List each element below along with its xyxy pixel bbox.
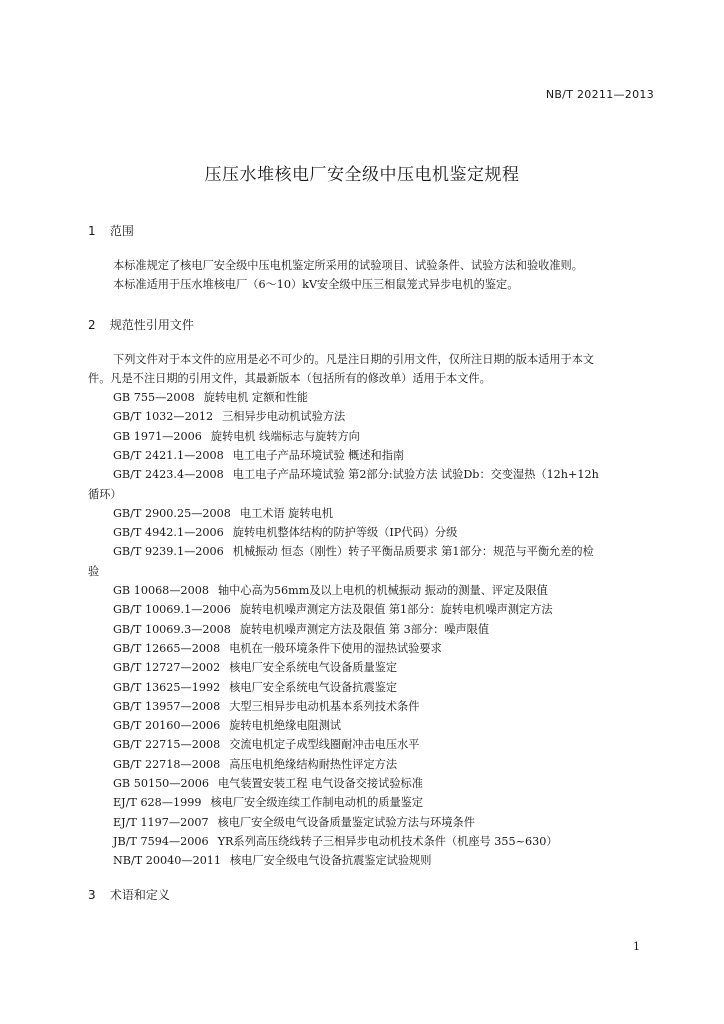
reference-title: 电气装置安装工程 电气设备交接试验标准: [217, 777, 423, 790]
reference-title: 大型三相异步电动机基本系列技术条件: [229, 699, 420, 713]
reference-code: GB/T 20160—2006: [113, 719, 221, 733]
reference-item: [113, 660, 397, 675]
reference-code: GB/T 4942.1—2006: [113, 526, 224, 540]
section-2-heading: [88, 316, 194, 333]
reference-code: EJ/T 1197—2007: [113, 815, 209, 829]
reference-item: [113, 776, 423, 791]
reference-item: [113, 641, 442, 656]
reference-title: 电工电子产品环境试验 概述和指南: [232, 448, 405, 462]
reference-item: [113, 429, 360, 444]
section-number: 3: [88, 888, 96, 902]
section-number: 2: [88, 318, 96, 332]
reference-code: GB/T 9239.1—2006: [113, 545, 224, 559]
reference-title: 机械振动 恒态（刚性）转子平衡品质要求 第1部分：规范与平衡允差的检: [232, 545, 594, 559]
reference-item: [113, 525, 457, 540]
document-title: 压压水堆核电厂安全级中压电机鉴定规程: [204, 165, 520, 185]
reference-title: 旋转电机噪声测定方法及限值 第 3部分：噪声限值: [239, 622, 490, 636]
scope-paragraph-2: 本标准适用于压水堆核电厂（6～10）kV安全级中压三相鼠笼式异步电机的鉴定。: [113, 278, 519, 291]
references-intro-line-2: 件。凡是不注日期的引用文件，其最新版本（包括所有的修改单）适用于本文件。: [88, 372, 491, 385]
reference-item: [113, 467, 599, 482]
standard-code-header: NB/T 20211—2013: [545, 88, 654, 101]
section-title: 范围: [109, 224, 134, 238]
reference-title: 核电厂安全级连续工作制电动机的质量鉴定: [210, 796, 424, 810]
reference-item: [113, 815, 475, 830]
reference-title: 交流电机定子成型线圈耐冲击电压水平: [229, 738, 420, 752]
reference-title: 核电厂安全系统电气设备质量鉴定: [229, 661, 398, 675]
section-3-heading: [88, 886, 170, 903]
reference-item: [113, 834, 558, 849]
reference-code: GB/T 12665—2008: [113, 641, 221, 655]
reference-code: GB 50150—2006: [113, 777, 209, 790]
reference-item: [113, 680, 397, 695]
reference-code: GB/T 10069.3—2008: [113, 622, 231, 636]
reference-code: GB/T 2421.1—2008: [113, 448, 224, 462]
reference-title: 高压电机绝缘结构耐热性评定方法: [229, 757, 398, 771]
page-number: 1: [633, 940, 640, 953]
reference-title: 旋转电机噪声测定方法及限值 第1部分：旋转电机噪声测定方法: [239, 603, 553, 617]
reference-code: GB/T 2423.4—2008: [113, 468, 224, 482]
reference-code: GB/T 22715—2008: [113, 738, 221, 752]
reference-title: 核电厂安全系统电气设备抗震鉴定: [229, 680, 398, 694]
references-intro-line-1: 下列文件对于本文件的应用是必不可少的。凡是注日期的引用文件，仅所注日期的版本适用于本文: [113, 353, 595, 366]
reference-item: [113, 795, 423, 810]
reference-continuation: 循环）: [88, 487, 122, 501]
reference-continuation: 验: [88, 564, 100, 578]
reference-item: [113, 718, 341, 733]
reference-code: JB/T 7594—2006: [113, 834, 209, 848]
reference-code: GB 755—2008: [113, 391, 195, 404]
reference-code: GB/T 13957—2008: [113, 699, 221, 713]
section-1-heading: [88, 222, 134, 239]
reference-title: 核电厂安全级电气设备质量鉴定试验方法与环境条件: [217, 815, 475, 829]
reference-code: EJ/T 628—1999: [113, 796, 202, 810]
reference-code: GB 10068—2008: [113, 584, 209, 597]
reference-title: 三相异步电动机试验方法: [222, 410, 346, 424]
reference-code: GB 1971—2006: [113, 429, 202, 443]
reference-title: 电工电子产品环境试验 第2部分:试验方法 试验Db：交变湿热（12h+12h: [232, 468, 599, 482]
reference-item: [113, 757, 397, 772]
reference-item: [113, 737, 419, 752]
reference-title: 旋转电机 线端标志与旋转方向: [210, 429, 360, 443]
reference-code: GB/T 13625—1992: [113, 680, 221, 694]
reference-code: GB/T 12727—2002: [113, 661, 221, 675]
reference-title: 电工术语 旋转电机: [239, 506, 333, 520]
reference-item: [113, 544, 594, 559]
reference-code: GB/T 10069.1—2006: [113, 603, 231, 617]
reference-title: 旋转电机 定额和性能: [203, 391, 308, 404]
reference-title: 旋转电机整体结构的防护等级（IP代码）分级: [232, 526, 458, 540]
reference-item: [113, 390, 308, 405]
reference-title: 旋转电机绝缘电阻测试: [229, 719, 342, 733]
reference-item: [113, 448, 404, 463]
reference-code: GB/T 2900.25—2008: [113, 506, 231, 520]
reference-item: [113, 506, 333, 521]
reference-code: GB/T 1032—2012: [113, 410, 214, 424]
reference-title: 轴中心高为56mm及以上电机的机械振动 振动的测量、评定及限值: [217, 584, 548, 597]
reference-item: [113, 622, 489, 637]
reference-item: [113, 853, 431, 868]
section-number: 1: [88, 224, 96, 238]
section-title: 规范性引用文件: [109, 318, 194, 332]
reference-item: [113, 699, 419, 714]
reference-code: GB/T 22718—2008: [113, 757, 221, 771]
reference-title: YR系列高压绕线转子三相异步电动机技术条件（机座号 355~630）: [217, 834, 558, 848]
reference-title: 电机在一般环境条件下使用的湿热试验要求: [229, 641, 442, 655]
reference-code: NB/T 20040—2011: [113, 854, 222, 868]
reference-item: [113, 409, 345, 424]
reference-title: 核电厂安全级电气设备抗震鉴定试验规则: [230, 854, 432, 868]
section-title: 术语和定义: [109, 888, 170, 902]
reference-item: [113, 583, 548, 598]
reference-item: [113, 602, 553, 617]
scope-paragraph-1: 本标准规定了核电厂安全级中压电机鉴定所采用的试验项目、试验条件、试验方法和验收准则。: [113, 259, 583, 272]
